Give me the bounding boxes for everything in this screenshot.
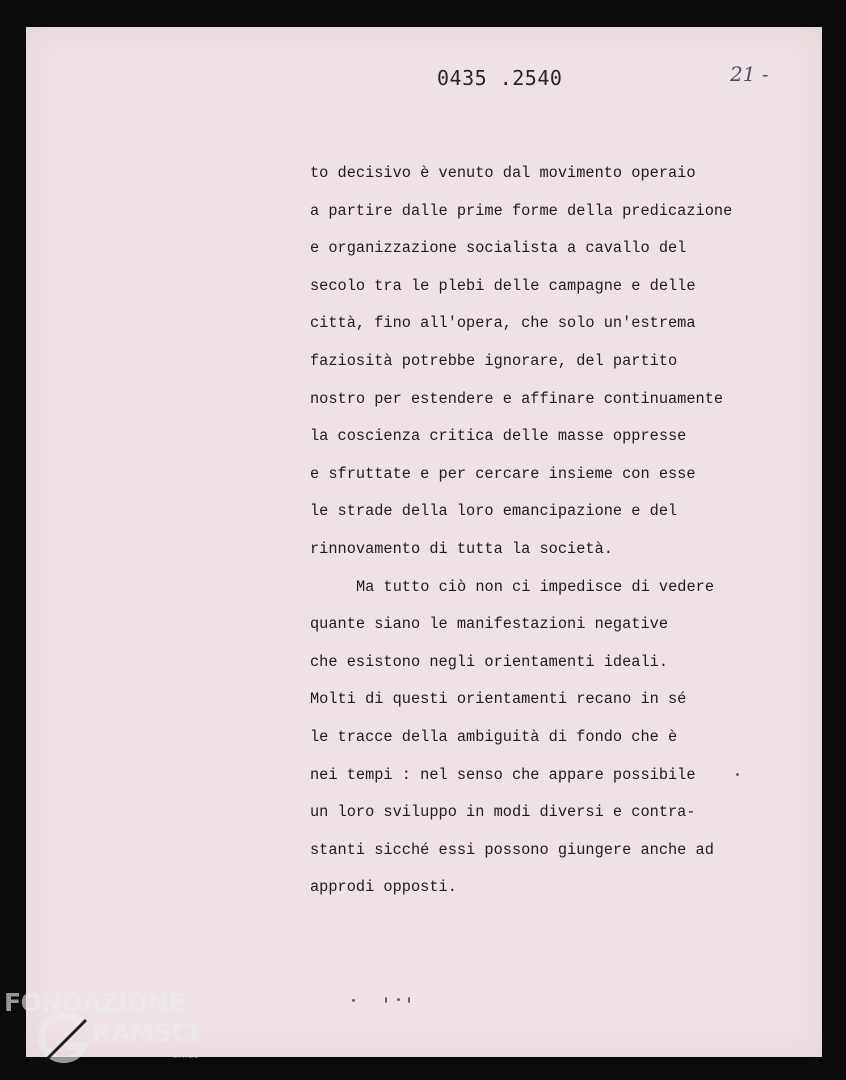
text-line: faziosità potrebbe ignorare, del partito [310,351,678,370]
text-line: secolo tra le plebi delle campagne e delle [310,276,696,295]
logo-suffix: onlus [172,1050,199,1061]
stray-mark [385,997,387,1003]
stray-mark [352,999,355,1002]
text-line: stanti sicché essi possono giungere anche ad [310,840,714,859]
stray-mark [397,998,400,1001]
text-line: un loro sviluppo in modi diversi e contra- [310,803,696,822]
text-line: approdi opposti. [310,878,457,897]
text-line: città, fino all'opera, che solo un'estrema [310,314,696,333]
handwritten-page-mark: 21 - [730,62,769,86]
text-line: le strade della loro emancipazione e del [310,502,678,521]
text-line: nostro per estendere e affinare continuamente [310,389,724,408]
typewritten-text [310,161,800,913]
archive-number: 0435 .2540 [437,66,563,90]
text-line: to decisivo è venuto dal movimento operaio [310,164,696,182]
stray-mark [408,997,410,1003]
text-line: Molti di questi orientamenti recano in sé [310,690,687,709]
fondazione-gramsci-logo [4,988,214,1078]
text-line: rinnovamento di tutta la società. [310,539,613,558]
text-line: e organizzazione socialista a cavallo del [310,239,687,258]
text-line: e sfruttate e per cercare insieme con esse [310,464,696,483]
text-line: che esistono negli orientamenti ideali. [310,652,669,671]
text-line: la coscienza critica delle masse oppresse [310,427,687,446]
text-line: Ma tutto ciò non ci impedisce di vedere [356,577,715,596]
logo-text-line1: FONDAZIONE [4,988,186,1017]
text-line: quante siano le manifestazioni negative [310,615,669,634]
logo-text-line2: RAMSCI [92,1018,199,1047]
text-line: nei tempi : nel senso che appare possibile [310,765,696,784]
text-line: a partire dalle prime forme della predicazione [310,201,733,220]
logo-g-mark-icon [34,1010,92,1068]
text-line: le tracce della ambiguità di fondo che è [310,727,678,746]
stray-mark [736,773,739,776]
